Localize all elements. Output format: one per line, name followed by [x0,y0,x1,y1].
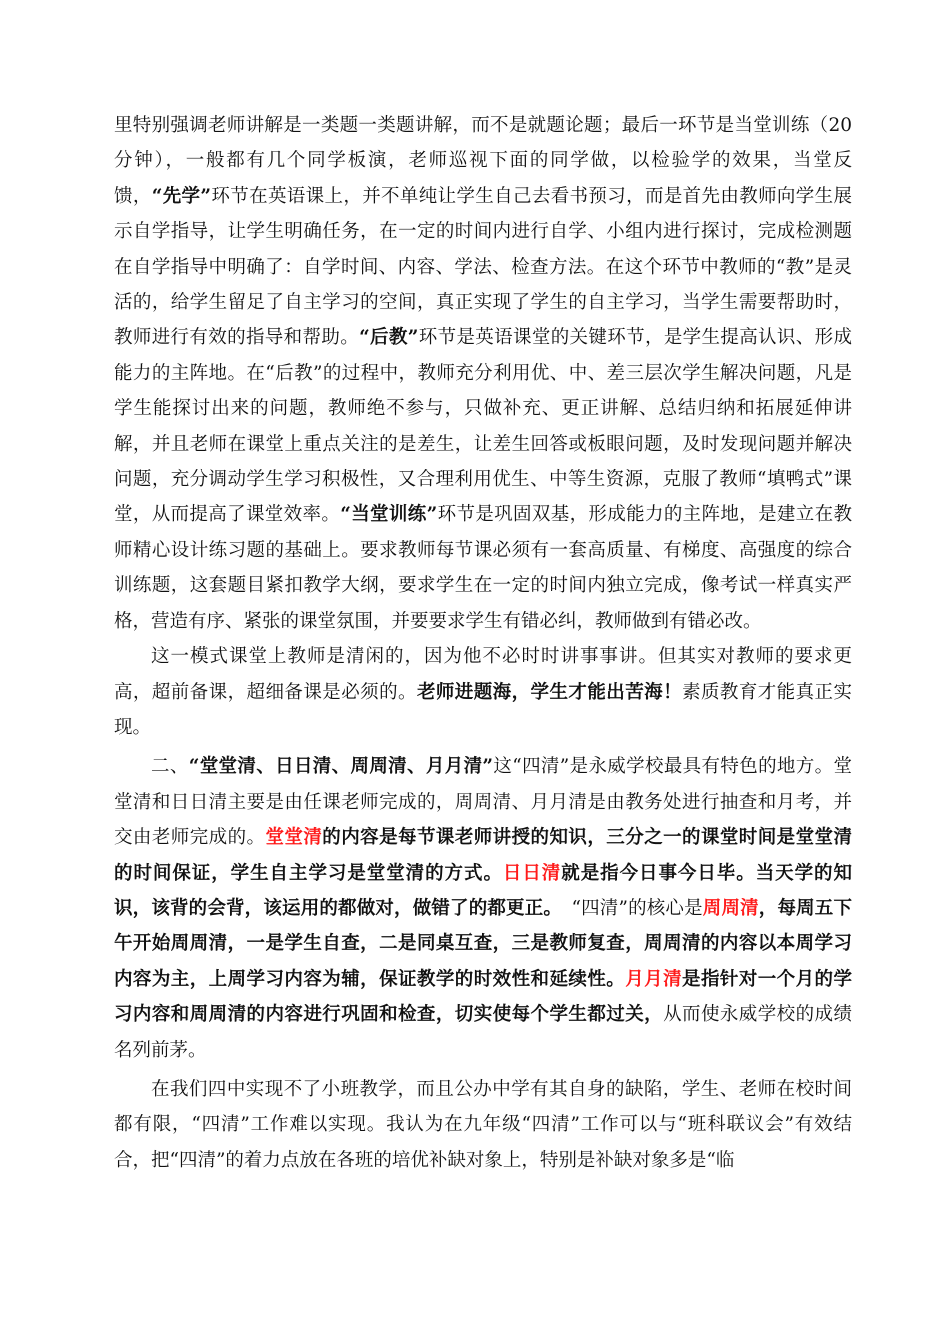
text-segment: 在我们四中实现不了小班教学，而且公办中学有其自身的缺陷，学生、老师在校时间都有限，“四清”工作难以实现。我认为在九年级“四清”工作可以与“班科联议会”有效结合，把“四清”的着力点放在各班的培优补缺对象上，特别是补缺对象多是“临 [114,1078,852,1171]
bold-text: 的内容是每节课老师讲授的知识，三分之一的课堂时间是堂堂清的时间保证，学生自主学习是堂堂清的方式。 [114,827,852,884]
text-segment: 这一模式课堂上教师是清闲的，因为他不必时时讲事事讲。但其实对教师的要求更高，超前备课，超细备课是必须的。 [114,646,852,703]
red-term-zhouzhouqing: 周周清 [702,897,759,919]
paragraph-four-clears [114,749,852,1068]
text-segment: 环节是英语课堂的关键环节，是学生提高认识、形成能力的主阵地。在“后教”的过程中，教师充分利用优、中、差三层次学生解决问题，凡是学生能探讨出来的问题，教师绝不参与，只做补充、更正讲解、总结归纳和拓展延伸讲解，并且老师在课堂上重点关注的是差生，让差生回答或板眼问题，及时发现问题并解决问题，充分调动学生学习积极性，又合理利用优生、中等生资源，克服了教师“填鸭式”课堂，从而提高了课堂效率。 [114,327,852,526]
text-segment: 素质教育才能真正实现。 [114,681,852,738]
bold-term-xianxue: “先学” [151,185,212,207]
text-segment: 环节是巩固双基，形成能力的主阵地，是建立在教师精心设计练习题的基础上。要求教师每节课必须有一套高质量、有梯度、高强度的综合训练题，这套题目紧扣教学大纲，要求学生在一定的时间内独立完成，像考试一样真实严格，营造有序、紧张的课堂氛围，并要要求学生有错必纠，教师做到有错必改。 [114,504,852,632]
paragraph-teacher-requirements [114,639,852,745]
paragraph-teaching-steps [114,108,852,639]
bold-text: ，每周五下午开始周周清，一是学生自查，二是同桌互查，三是教师复查，周周清的内容以本周学习内容为主，上周学习内容为辅，保证教学的时效性和延续性。 [114,897,852,990]
text-segment: “四清”的核心是 [552,897,703,919]
bold-heading-four-clears: “堂堂清、日日清、周周清、月月清” [188,756,494,778]
bold-term-houjiao: “后教” [359,327,419,349]
bold-term-dangtang-xunlian: “当堂训练” [340,504,438,526]
text-segment: 这“四清”是永威学校最具有特色的地方。堂堂清和日日清主要是由任课老师完成的，周周清、月月清是由教务处进行抽查和月考，并交由老师完成的。 [114,756,852,849]
bold-text: 是指针对一个月的学习内容和周周清的内容进行巩固和检查，切实使每个学生都过关， [114,968,852,1026]
text-segment: 里特别强调老师讲解是一类题一类题讲解，而不是就题论题；最后一环节是当堂训练（20分钟），一般都有几个同学板演，老师巡视下面的同学做，以检验学的效果，当堂反馈， [114,115,852,207]
red-term-yueyueqing: 月月清 [625,968,683,990]
document-body [114,108,852,1178]
text-segment: 环节在英语课上，并不单纯让学生自己去看书预习，而是首先由教师向学生展示自学指导，让学生明确任务，在一定的时间内进行自学、小组内进行探讨，完成检测题在自学指导中明确了：自学时间、内容、学法、检查方法。在这个环节中教师的“教”是灵活的，给学生留足了自主学习的空间，真正实现了学生的自主学习，当学生需要帮助时，教师进行有效的指导和帮助。 [114,185,852,349]
red-term-tangtangqing: 堂堂清 [265,827,323,849]
red-term-ririqing: 日日清 [502,862,562,884]
text-segment: 二、 [151,756,189,778]
bold-slogan: 老师进题海，学生才能出苦海！ [416,681,683,703]
text-segment: 从而使永威学校的成绩名列前茅。 [114,1004,852,1061]
bold-text: 就是指今日事今日毕。当天学的知识，该背的会背，该运用的都做对，做错了的都更正。 [114,862,852,919]
paragraph-school-application [114,1072,852,1178]
